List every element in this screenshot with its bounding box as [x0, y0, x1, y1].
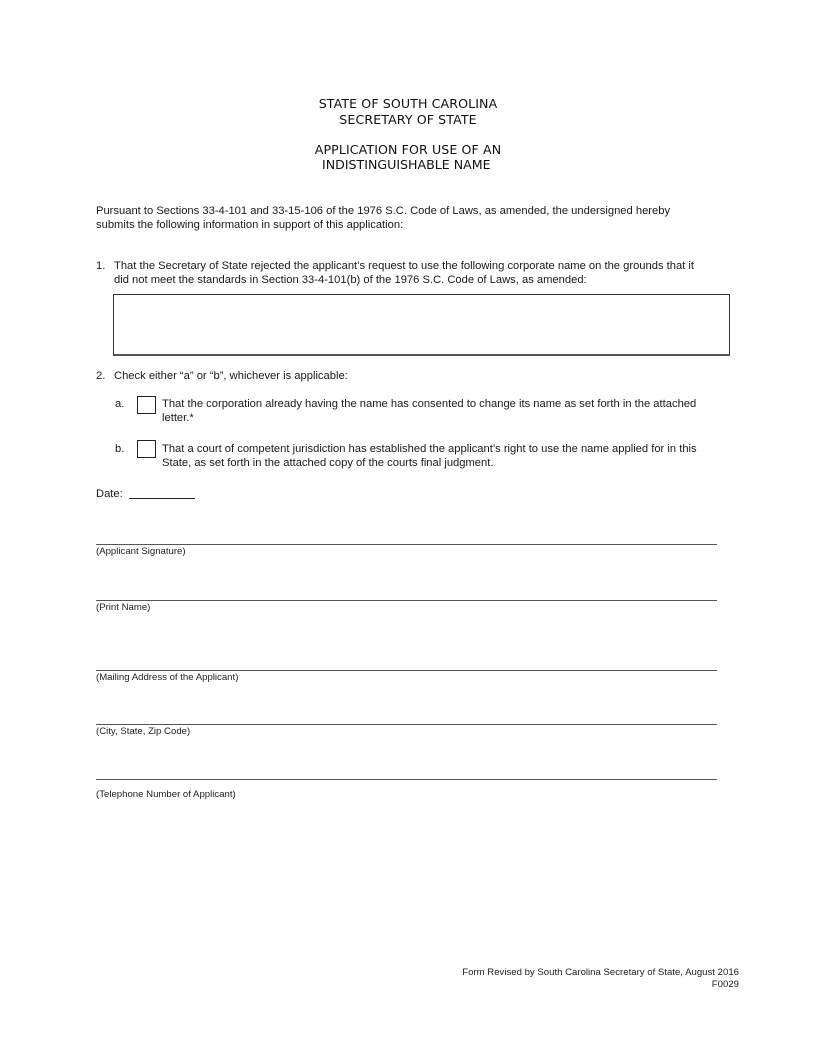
- applicant-signature-label: (Applicant Signature): [96, 546, 186, 557]
- form-id: F0029: [711, 979, 739, 990]
- city-state-zip-label: (City, State, Zip Code): [96, 726, 191, 737]
- item2-instruction: Check either “a” or “b”, whichever is applicable:: [114, 370, 348, 382]
- print-name-label: (Print Name): [96, 602, 151, 613]
- date-field[interactable]: [129, 498, 195, 499]
- item1-number: 1.: [96, 260, 106, 272]
- option-a-letter: a.: [115, 398, 125, 410]
- option-b-line1: That a court of competent jurisdiction has established the applicant’s right to use the name applied for in this: [162, 443, 697, 455]
- option-b-letter: b.: [115, 443, 125, 455]
- option-b-checkbox[interactable]: [137, 440, 156, 458]
- corporate-name-field[interactable]: [113, 294, 730, 356]
- mailing-address-label: (Mailing Address of the Applicant): [96, 672, 239, 683]
- print-name-field[interactable]: [96, 600, 717, 601]
- applicant-signature-field[interactable]: [96, 544, 717, 545]
- telephone-label: (Telephone Number of Applicant): [96, 789, 236, 800]
- form-title-line2: INDISTINGUISHABLE NAME: [322, 157, 491, 172]
- option-b-line2: State, as set forth in the attached copy of the courts final judgment.: [162, 457, 494, 469]
- telephone-field[interactable]: [96, 779, 717, 780]
- option-a-line1: That the corporation already having the name has consented to change its name as set forth in the attached: [162, 398, 697, 410]
- office-heading: SECRETARY OF STATE: [339, 112, 477, 127]
- date-label: Date:: [96, 488, 123, 500]
- intro-line2: submits the following information in support of this application:: [96, 219, 404, 231]
- option-a-line2: letter.*: [162, 412, 194, 424]
- state-heading: STATE OF SOUTH CAROLINA: [318, 96, 498, 111]
- city-state-zip-field[interactable]: [96, 724, 717, 725]
- form-revision-note: Form Revised by South Carolina Secretary of State, August 2016: [462, 967, 739, 978]
- mailing-address-field[interactable]: [96, 670, 717, 671]
- item1-line2: did not meet the standards in Section 33-4-101(b) of the 1976 S.C. Code of Laws, as amended:: [114, 274, 587, 286]
- intro-line1: Pursuant to Sections 33-4-101 and 33-15-106 of the 1976 S.C. Code of Laws, as amended, the undersigned hereby: [96, 205, 671, 217]
- option-a-checkbox[interactable]: [137, 396, 156, 414]
- item1-line1: That the Secretary of State rejected the applicant’s request to use the following corporate name on the grounds that it: [114, 260, 695, 272]
- form-title-line1: APPLICATION FOR USE OF AN: [314, 142, 502, 157]
- item2-number: 2.: [96, 370, 106, 382]
